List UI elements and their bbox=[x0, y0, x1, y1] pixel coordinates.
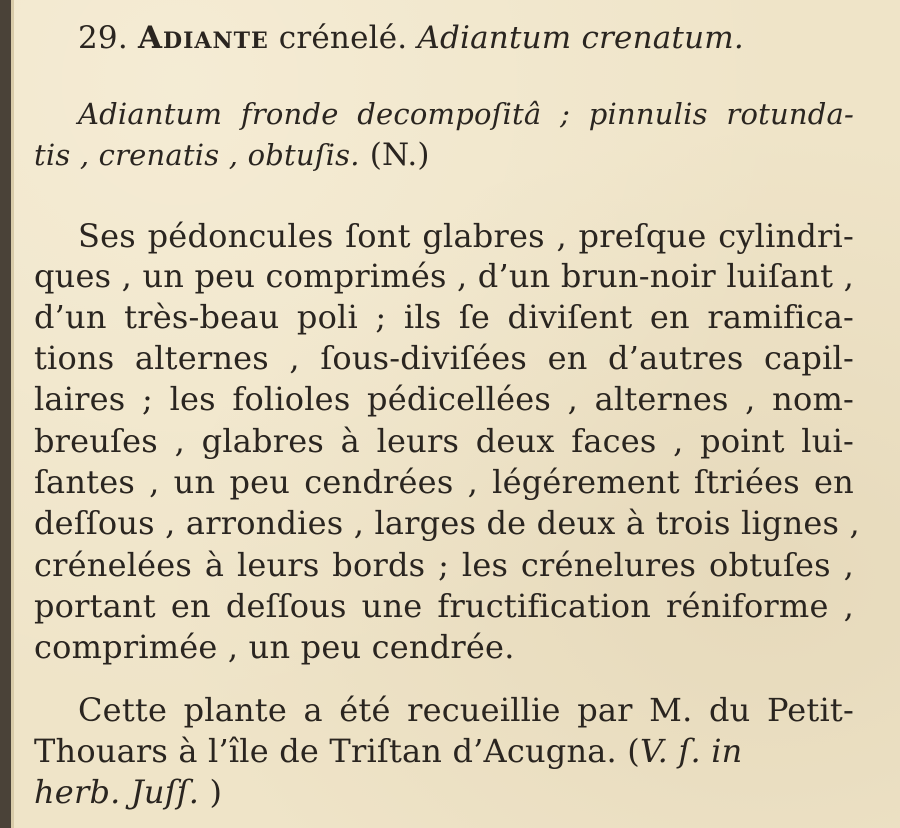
note-line-1: Cette plante a été recueillie par M. du Petit- bbox=[78, 691, 854, 729]
page-margin-rule bbox=[0, 0, 11, 828]
entry-heading bbox=[78, 18, 744, 58]
diagnosis-latin: tis , crenatis , obtuſis. bbox=[34, 138, 360, 172]
description-line: tions alternes , ſous-diviſées en d’autres capil- bbox=[34, 339, 854, 377]
note-herbarium-ref: V. ſ. in bbox=[639, 732, 743, 770]
entry-name-roman: crénelé. bbox=[268, 20, 408, 56]
diagnosis-author: (N.) bbox=[359, 137, 430, 173]
description-line: laires ; les folioles pédicellées , alternes , nom- bbox=[34, 380, 854, 418]
description-line: crénelées à leurs bords ; les crénelures obtuſes , bbox=[34, 546, 854, 584]
description-line: d’un très-beau poli ; ils ſe diviſent en ramifica- bbox=[34, 298, 854, 336]
note-locality: Thouars à l’île de Triſtan d’Acugna. ( bbox=[34, 732, 640, 770]
note-line-2 bbox=[34, 731, 742, 771]
description-line: Ses pédoncules ſont glabres , preſque cylindri- bbox=[78, 217, 854, 255]
entry-name-latin: Adiantum crenatum. bbox=[407, 20, 744, 56]
description-line: breuſes , glabres à leurs deux faces , point lui- bbox=[34, 422, 854, 460]
entry-number: 29. bbox=[78, 20, 128, 56]
entry-name-smallcaps: Adiante bbox=[137, 20, 269, 56]
description-line: ſantes , un peu cendrées , légérement ſtriées en bbox=[34, 463, 854, 501]
description-line: ques , un peu comprimés , d’un brun-noir luiſant , bbox=[34, 257, 854, 295]
diagnosis-line-1: Adiantum fronde decompoſitâ ; pinnulis rotunda- bbox=[78, 97, 854, 131]
diagnosis-line-2 bbox=[34, 135, 430, 175]
note-herbarium-name: herb. Juſſ. bbox=[34, 773, 200, 811]
note-close-paren: ) bbox=[199, 773, 223, 811]
page-margin-edge bbox=[11, 0, 14, 828]
description-line: deſſous , arrondies , larges de deux à trois lignes , bbox=[34, 504, 860, 542]
description-line: comprimée , un peu cendrée. bbox=[34, 628, 515, 666]
description-line: portant en deſſous une fructification réniforme , bbox=[34, 587, 854, 625]
note-line-3 bbox=[34, 772, 222, 812]
